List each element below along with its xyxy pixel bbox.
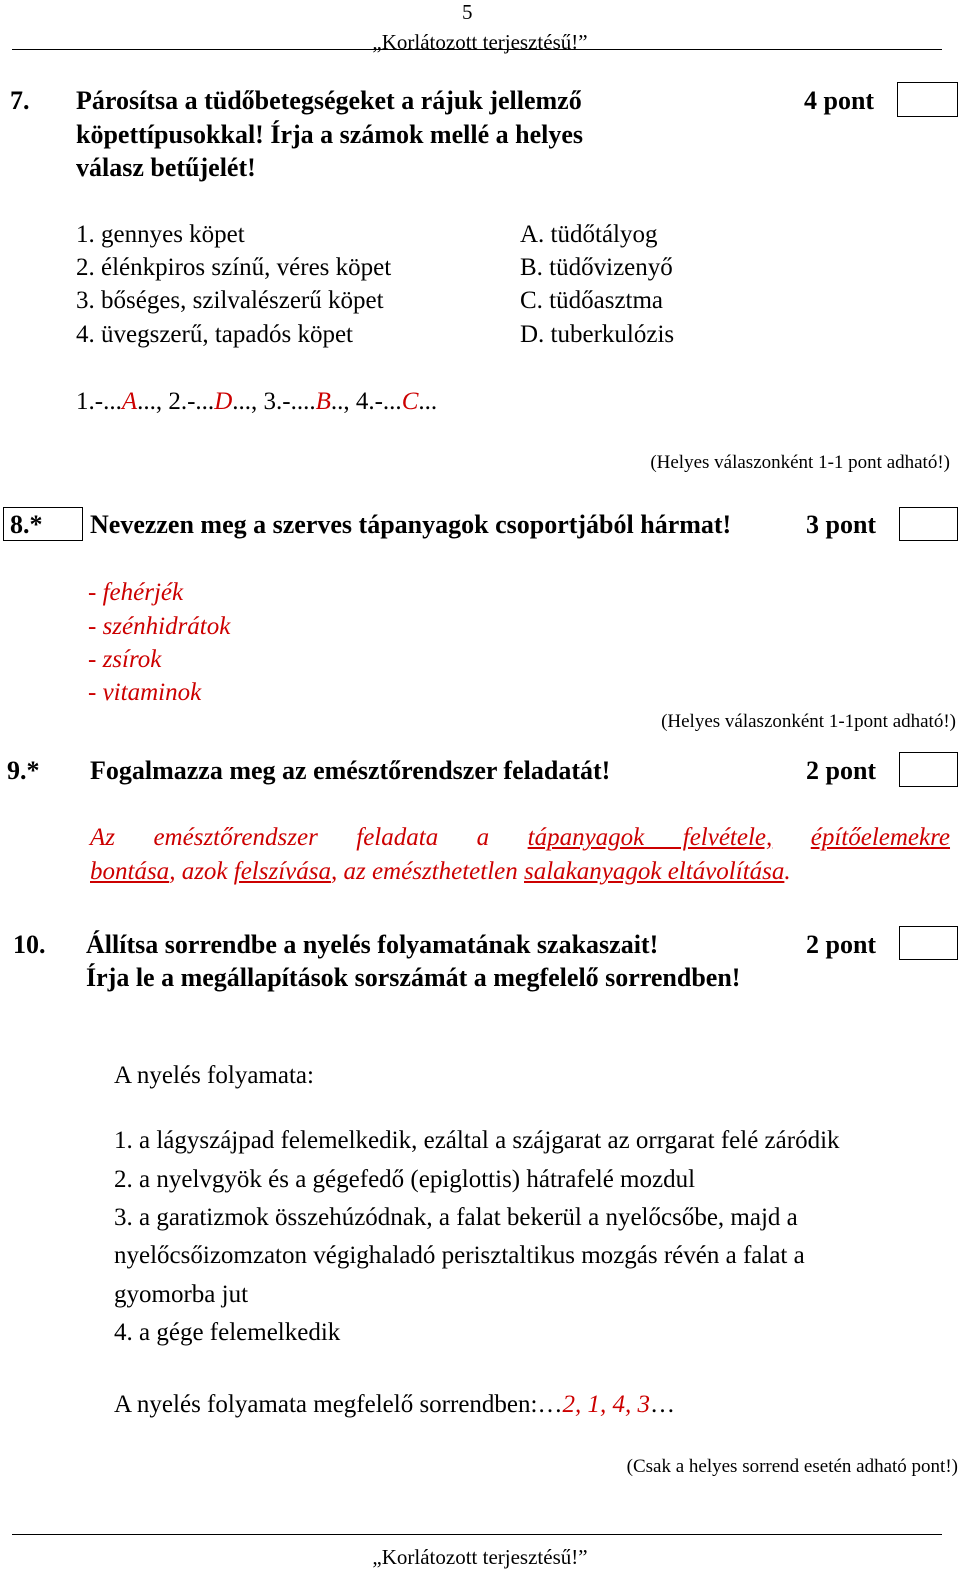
score-box[interactable] xyxy=(899,752,958,787)
answer-text-underlined: felszívása xyxy=(233,858,331,885)
step-line: 1. a lágyszájpad felemelkedik, ezáltal a szájgarat az orrgarat felé záródik xyxy=(114,1127,840,1154)
list-item: D. tuberkulózis xyxy=(520,321,675,348)
answer-item: - fehérjék xyxy=(88,579,184,606)
subtitle: A nyelés folyamata: xyxy=(114,1062,314,1089)
question-text-line: Írja le a megállapítások sorszámát a megfelelő sorrendben! xyxy=(86,963,741,992)
answer-text: ..., 3.-.... xyxy=(232,388,316,415)
answer-text xyxy=(772,824,810,851)
footer-rule xyxy=(12,1534,942,1535)
answer-text-underlined: tápanyagok felvétele, xyxy=(527,824,773,851)
score-box[interactable] xyxy=(897,82,958,117)
order-tail: … xyxy=(649,1391,675,1418)
scoring-note: (Helyes válaszonként 1-1 pont adható!) xyxy=(650,452,950,473)
order-label: A nyelés folyamata megfelelő sorrendben:… xyxy=(114,1391,563,1418)
list-item: B. tüdővizenyő xyxy=(520,254,673,281)
step-line: 4. a gége felemelkedik xyxy=(114,1319,341,1346)
page-number: 5 xyxy=(462,0,473,24)
answer-line xyxy=(90,823,950,853)
answer-text: , az emészthetetlen xyxy=(330,858,524,885)
answer-letter: C xyxy=(401,388,419,415)
points-label: 3 pont xyxy=(806,510,877,539)
answer-text: .., 4.-... xyxy=(330,388,402,415)
scoring-note: (Csak a helyes sorrend esetén adható pont!) xyxy=(626,1456,958,1477)
question-number: 7. xyxy=(10,86,30,115)
question-number: 10. xyxy=(13,930,46,959)
answer-item: - szénhidrátok xyxy=(88,613,231,640)
question-number: 8.* xyxy=(10,510,43,539)
order-answer: 2, 1, 4, 3 xyxy=(562,1391,650,1418)
answer-letter: D xyxy=(214,388,233,415)
list-item: C. tüdőasztma xyxy=(520,287,664,314)
question-text-line: Állítsa sorrendbe a nyelés folyamatának szakaszait! xyxy=(86,930,659,959)
answer-text: ... xyxy=(418,388,438,415)
question-text: Nevezzen meg a szerves tápanyagok csoportjából hármat! xyxy=(90,510,732,539)
question-text-line: Párosítsa a tüdőbetegségeket a rájuk jellemző xyxy=(76,86,582,115)
answer-letter: A xyxy=(121,388,138,415)
score-box[interactable] xyxy=(899,926,958,960)
header-rule xyxy=(12,49,942,50)
footer-restriction: „Korlátozott terjesztésű!” xyxy=(372,1545,588,1569)
scoring-note: (Helyes válaszonként 1-1pont adható!) xyxy=(661,711,956,732)
list-item: A. tüdőtályog xyxy=(520,221,658,248)
header-restriction: „Korlátozott terjesztésű!” xyxy=(372,30,588,54)
answer-item: - vitaminok xyxy=(88,679,202,706)
points-label: 2 pont xyxy=(806,756,877,785)
answer-item: - zsírok xyxy=(88,646,162,673)
points-label: 4 pont xyxy=(804,86,875,115)
question-text-line: köpettípusokkal! Írja a számok mellé a helyes xyxy=(76,120,583,149)
answer-text: 1.-... xyxy=(76,388,122,415)
answer-text: , azok xyxy=(169,858,234,885)
answer-text-underlined: bontása xyxy=(90,858,170,885)
step-line: 3. a garatizmok összehúzódnak, a falat bekerül a nyelőcsőbe, majd a xyxy=(114,1204,798,1231)
list-item: 3. bőséges, szilvalészerű köpet xyxy=(76,287,384,314)
question-text: Fogalmazza meg az emésztőrendszer feladatát! xyxy=(90,756,611,785)
answer-text-underlined: építőelemekre xyxy=(810,824,951,851)
answer-text: Az emésztőrendszer feladata a xyxy=(90,824,528,851)
score-box[interactable] xyxy=(899,507,958,541)
answer-text: ..., 2.-... xyxy=(137,388,215,415)
question-text-line: válasz betűjelét! xyxy=(76,153,256,182)
question-number: 9.* xyxy=(7,756,40,785)
answer-line xyxy=(76,387,437,417)
step-line: nyelőcsőizomzaton végighaladó perisztaltikus mozgás révén a falat a xyxy=(114,1242,805,1269)
list-item: 4. üvegszerű, tapadós köpet xyxy=(76,321,354,348)
answer-line xyxy=(90,857,791,887)
order-answer-line xyxy=(114,1390,675,1420)
answer-letter: B xyxy=(315,388,331,415)
points-label: 2 pont xyxy=(806,930,877,959)
step-line: 2. a nyelvgyök és a gégefedő (epiglottis) hátrafelé mozdul xyxy=(114,1166,696,1193)
list-item: 2. élénkpiros színű, véres köpet xyxy=(76,254,392,281)
list-item: 1. gennyes köpet xyxy=(76,221,245,248)
answer-text-underlined: salakanyagok eltávolítása xyxy=(524,858,785,885)
answer-text: . xyxy=(784,858,791,885)
step-line: gyomorba jut xyxy=(114,1281,249,1308)
